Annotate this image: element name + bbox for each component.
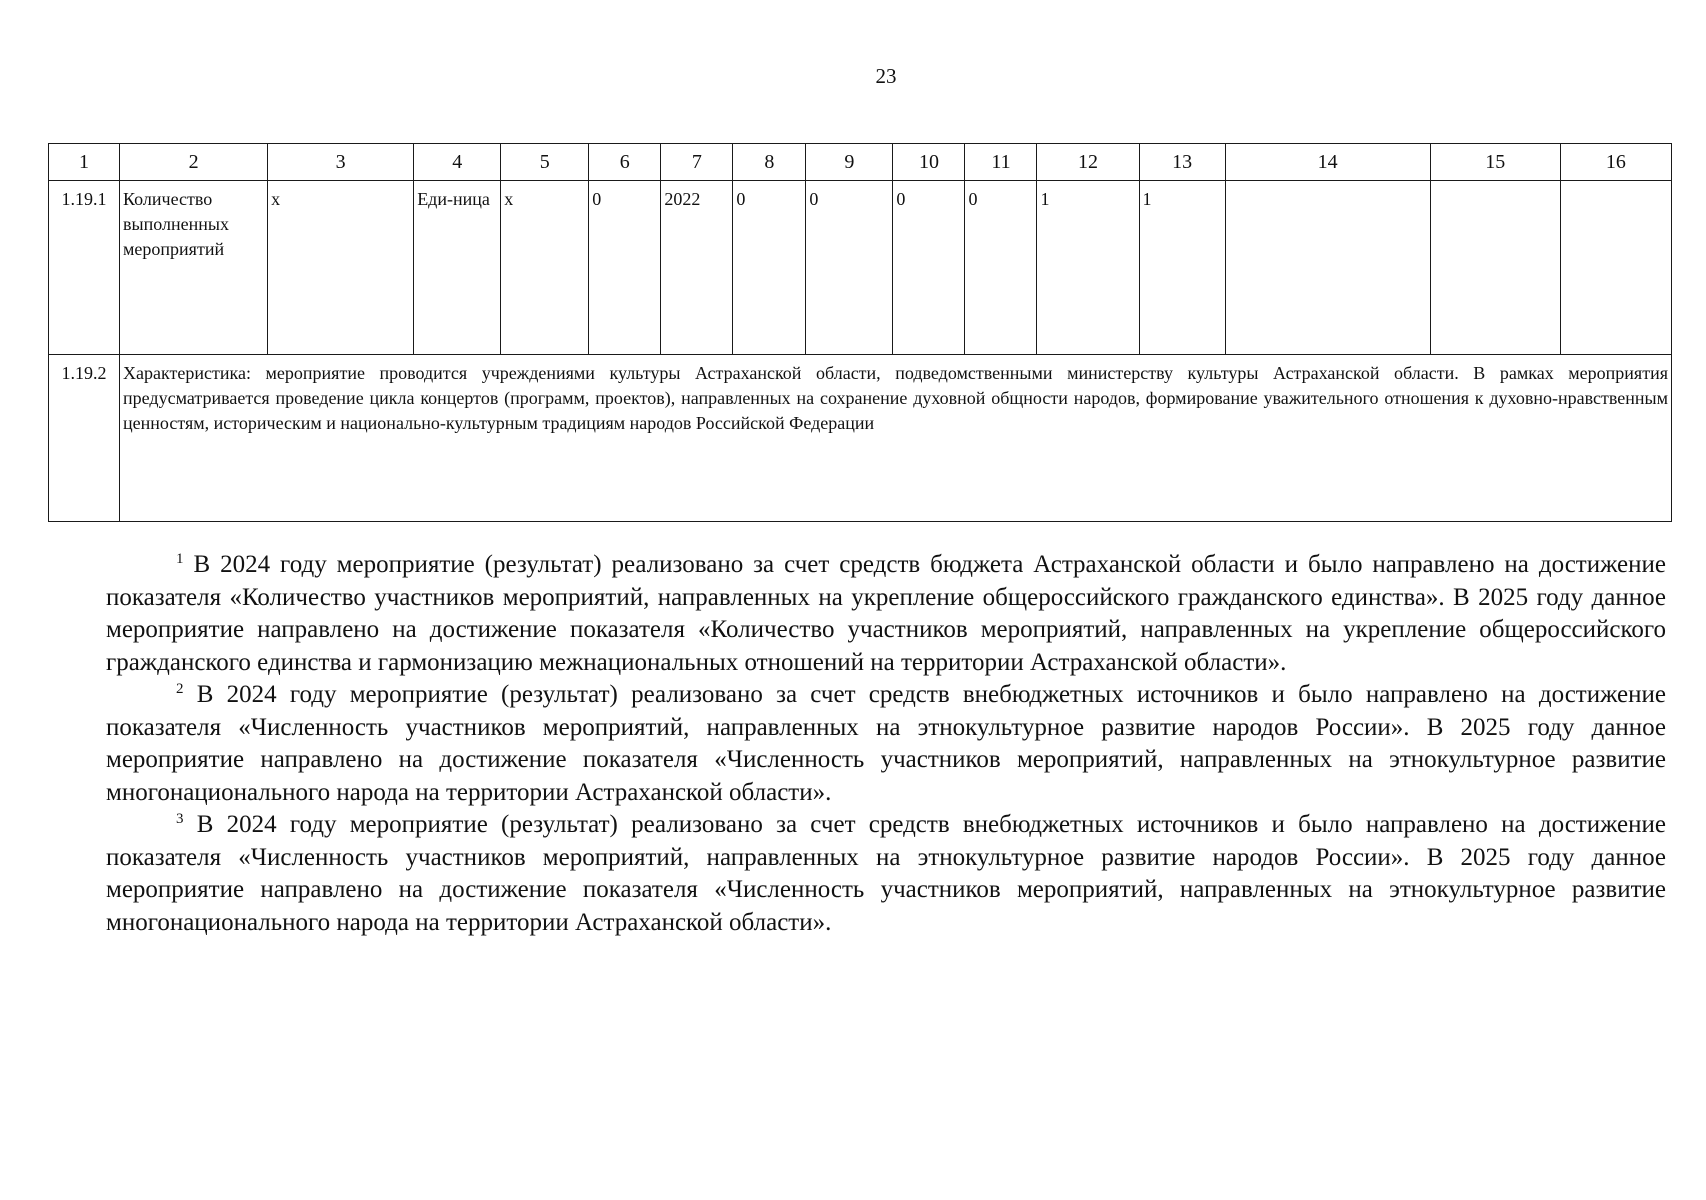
table-row-description <box>49 355 1672 522</box>
footnote <box>106 809 1666 939</box>
header-cell: 6 <box>589 144 661 181</box>
header-cell: 9 <box>806 144 893 181</box>
characteristic-cell: Характеристика: мероприятие проводится учреждениями культуры Астраханской области, подведомственными министерству культуры Астраханской области. В рамках мероприятия предусматривается проведение цикла концертов (программ, проектов), направленных на сохранение духовной общности народов, формирование уважительного отношения к духовно-нравственным ценностям, историческим и национально-культурным традициям народов Российской Федерации <box>120 355 1672 522</box>
table-cell: 0 <box>589 181 661 355</box>
table-cell: 0 <box>733 181 806 355</box>
table-cell: 1 <box>1139 181 1225 355</box>
table-cell <box>1560 181 1671 355</box>
table-header-row <box>49 144 1672 181</box>
footnote-mark: 3 <box>176 811 184 827</box>
page-number: 23 <box>875 64 897 88</box>
header-cell: 11 <box>965 144 1037 181</box>
header-cell: 4 <box>414 144 501 181</box>
unit-cell: Еди-ница <box>414 181 501 355</box>
row-number-cell: 1.19.1 <box>49 181 120 355</box>
table-cell: 0 <box>893 181 965 355</box>
header-cell: 14 <box>1225 144 1430 181</box>
header-cell: 5 <box>501 144 589 181</box>
header-cell: 16 <box>1560 144 1671 181</box>
table-cell: 1 <box>1037 181 1139 355</box>
table-cell: х <box>268 181 414 355</box>
table-cell <box>1430 181 1560 355</box>
footnote-text: В 2024 году мероприятие (результат) реализовано за счет средств внебюджетных источников и было направлено на достижение показателя «Численность участников мероприятий, направленных на этнокультурное развитие народов России». В 2025 году данное мероприятие направлено на достижение показателя «Численность участников мероприятий, направленных на этнокультурное развитие многонационального народа на территории Астраханской области». <box>106 811 1666 936</box>
footnotes <box>106 549 1666 939</box>
header-cell: 10 <box>893 144 965 181</box>
table-row <box>49 181 1672 355</box>
row-number-cell: 1.19.2 <box>49 355 120 522</box>
footnote <box>106 549 1666 679</box>
header-cell: 7 <box>661 144 733 181</box>
footnote-mark: 2 <box>176 681 184 697</box>
footnote-text: В 2024 году мероприятие (результат) реализовано за счет средств бюджета Астраханской области и было направлено на достижение показателя «Количество участников мероприятий, направленных на укрепление общероссийского гражданского единства». В 2025 году данное мероприятие направлено на достижение показателя «Количество участников мероприятий, направленных на укрепление общероссийского гражданского единства и гармонизацию межнациональных отношений на территории Астраханской области». <box>106 551 1667 676</box>
header-cell: 8 <box>733 144 806 181</box>
footnote <box>106 679 1666 809</box>
indicators-table <box>48 143 1672 522</box>
year-cell: 2022 <box>661 181 733 355</box>
table-cell: 0 <box>965 181 1037 355</box>
header-cell: 1 <box>49 144 120 181</box>
table-cell <box>1225 181 1430 355</box>
header-cell: 12 <box>1037 144 1139 181</box>
table-cell: х <box>501 181 589 355</box>
table-cell: 0 <box>806 181 893 355</box>
footnote-text: В 2024 году мероприятие (результат) реализовано за счет средств внебюджетных источников и было направлено на достижение показателя «Численность участников мероприятий, направленных на этнокультурное развитие народов России». В 2025 году данное мероприятие направлено на достижение показателя «Численность участников мероприятий, направленных на этнокультурное развитие многонационального народа на территории Астраханской области». <box>106 681 1666 806</box>
footnote-mark: 1 <box>176 551 184 567</box>
header-cell: 2 <box>120 144 268 181</box>
header-cell: 3 <box>268 144 414 181</box>
indicator-name-cell: Количество выполненных мероприятий <box>120 181 268 355</box>
header-cell: 15 <box>1430 144 1560 181</box>
header-cell: 13 <box>1139 144 1225 181</box>
